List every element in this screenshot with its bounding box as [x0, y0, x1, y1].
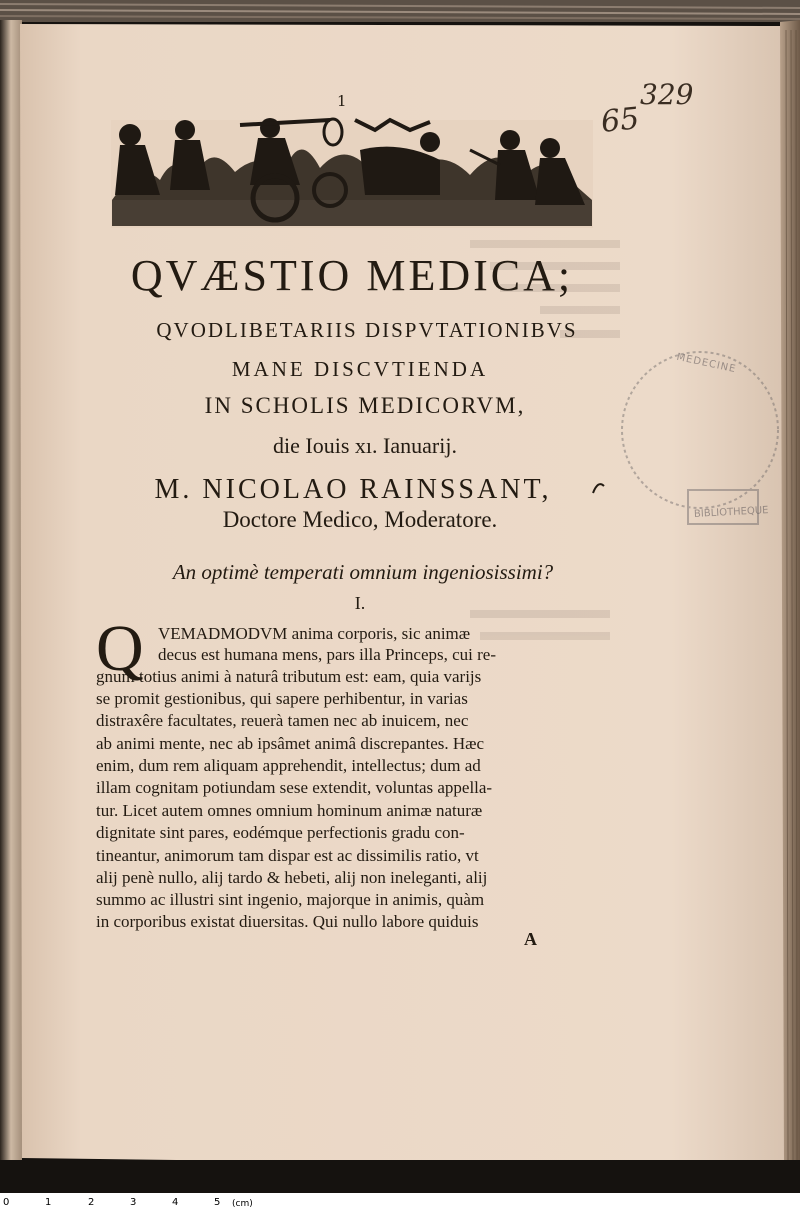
handwritten-note-right: 329: [640, 78, 694, 111]
date-line: die Iouis xı. Ianuarij.: [273, 433, 457, 458]
body-line: distraxêre facultates, reuerà tamen nec ab inuicem, nec: [96, 711, 469, 730]
body-line: tineantur, animorum tam dispar est ac dissimilis ratio, vt: [96, 846, 479, 865]
body-line: illam cognitam potiundam sese extendit, voluntas appella-: [96, 778, 493, 797]
page-number: 1: [337, 92, 347, 110]
ruler-label-1: 1: [45, 1197, 52, 1208]
catchword: A: [524, 929, 537, 949]
body-line: dignitate sint pares, eodémque perfectionis gradu con-: [96, 823, 465, 842]
ruler-labels: [0, 1193, 800, 1231]
body-line: gnum totius animi à naturâ tributum est: eam, quia varijs: [96, 667, 482, 686]
moderator-role: Doctore Medico, Moderatore.: [222, 507, 498, 532]
subtitle-line-2: MANE DISCVTIENDA: [231, 357, 489, 381]
body-line: enim, dum rem aliquam apprehendit, intellectus; dum ad: [96, 756, 481, 775]
document-title: QVÆSTIO MEDICA;: [130, 251, 574, 300]
body-line: VEMADMODVM anima corporis, sic animæ: [158, 624, 471, 643]
section-number: I.: [354, 593, 366, 613]
body-line: in corporibus existat diuersitas. Qui nullo labore quiduis: [96, 912, 479, 931]
ruler-unit: (cm): [232, 1199, 253, 1209]
ruler-label-2: 2: [88, 1197, 95, 1208]
stamp-text-bottom: BIBLIOTHEQUE: [693, 505, 769, 520]
question-heading: An optimè temperati omnium ingeniosissimi?: [172, 560, 554, 584]
body-line: ab animi mente, nec ab ipsâmet animâ discrepantes. Hæc: [96, 734, 485, 753]
ruler-label-0: 0: [3, 1197, 10, 1208]
subtitle-line-1: QVODLIBETARIIS DISPVTATIONIBVS: [156, 318, 578, 342]
body-line: tur. Licet autem omnes omnium hominum animæ naturæ: [96, 801, 483, 820]
body-line: alij penè nullo, alij tardo & hebeti, alij non ineleganti, alij: [96, 868, 488, 887]
body-line: se promit gestionibus, qui sapere perhibentur, in varias: [96, 689, 468, 708]
drop-cap: Q: [96, 612, 144, 685]
stamp-text-top: MEDECINE: [675, 351, 738, 376]
body-line: summo ac illustri sint ingenio, majorque in animis, quàm: [96, 890, 485, 909]
body-line: decus est humana mens, pars illa Princeps, cui re-: [158, 645, 497, 664]
handwritten-note-left: 65: [599, 101, 641, 140]
ruler-label-4: 4: [172, 1197, 179, 1208]
ruler-label-3: 3: [130, 1197, 137, 1208]
ruler-label-5: 5: [214, 1197, 221, 1208]
moderator-name: M. NICOLAO RAINSSANT,: [154, 474, 552, 505]
subtitle-line-3: IN SCHOLIS MEDICORVM,: [204, 393, 526, 418]
